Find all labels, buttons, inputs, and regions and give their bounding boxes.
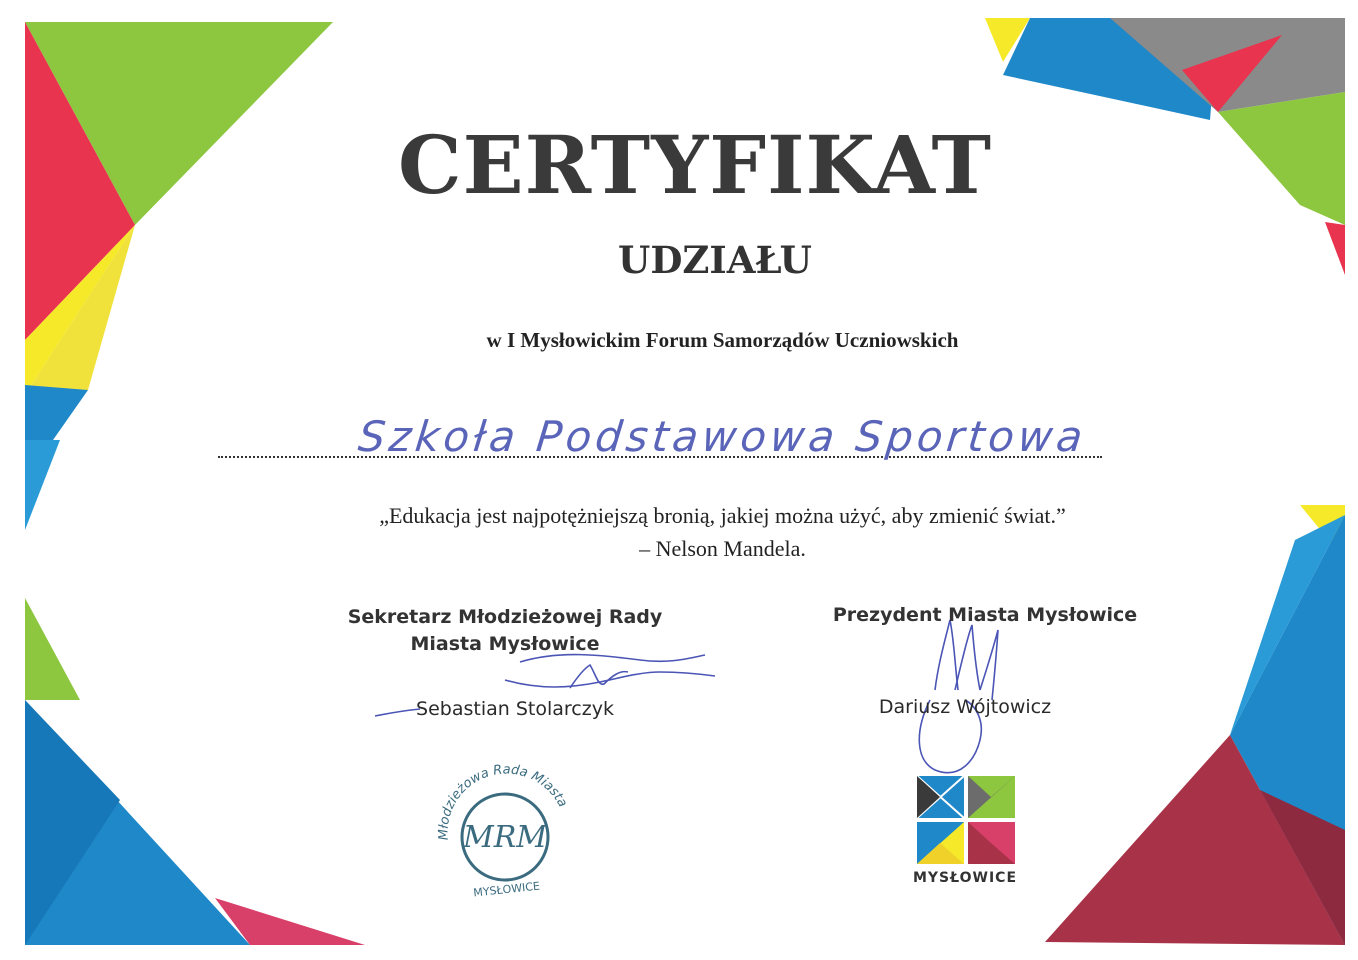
left-signatory-role-line2: Miasta Mysłowice: [410, 633, 600, 655]
right-signatory-name: Dariusz Wójtowicz: [878, 696, 1052, 718]
event-name: w I Mysłowickim Forum Samorządów Uczniowskich: [486, 328, 959, 352]
right-signatory-role: Prezydent Miasta Mysłowice: [832, 604, 1138, 626]
right-red-shard: [1325, 222, 1345, 275]
left-small-blue-shard: [25, 440, 60, 530]
stamp-arc-text: Młodzieżowa Rada Miasta: [436, 762, 570, 841]
city-logo-caption: MYSŁOWICE: [912, 870, 1018, 886]
myslowice-city-logo: [917, 776, 1015, 864]
left-signatory-name: Sebastian Stolarczyk: [416, 698, 614, 720]
certificate-title: CERTYFIKAT: [397, 118, 993, 212]
left-signatory-role-line1: Sekretarz Młodzieżowej Rady: [347, 606, 663, 628]
quote-text: „Edukacja jest najpotężniejszą bronią, jakiej można użyć, aby zmienić świat.”: [379, 503, 1066, 528]
certificate-subtitle: UDZIAŁU: [618, 238, 812, 282]
stamp-monogram: MRM: [462, 820, 548, 855]
top-right-green-triangle: [1218, 92, 1345, 225]
stamp-bottom-text: MYSŁOWICE: [472, 879, 541, 900]
quote-author: – Nelson Mandela.: [639, 536, 806, 561]
recipient-handwritten-name: Szkoła Podstawowa Sportowa: [356, 412, 1089, 461]
left-green-triangle: [25, 598, 80, 700]
